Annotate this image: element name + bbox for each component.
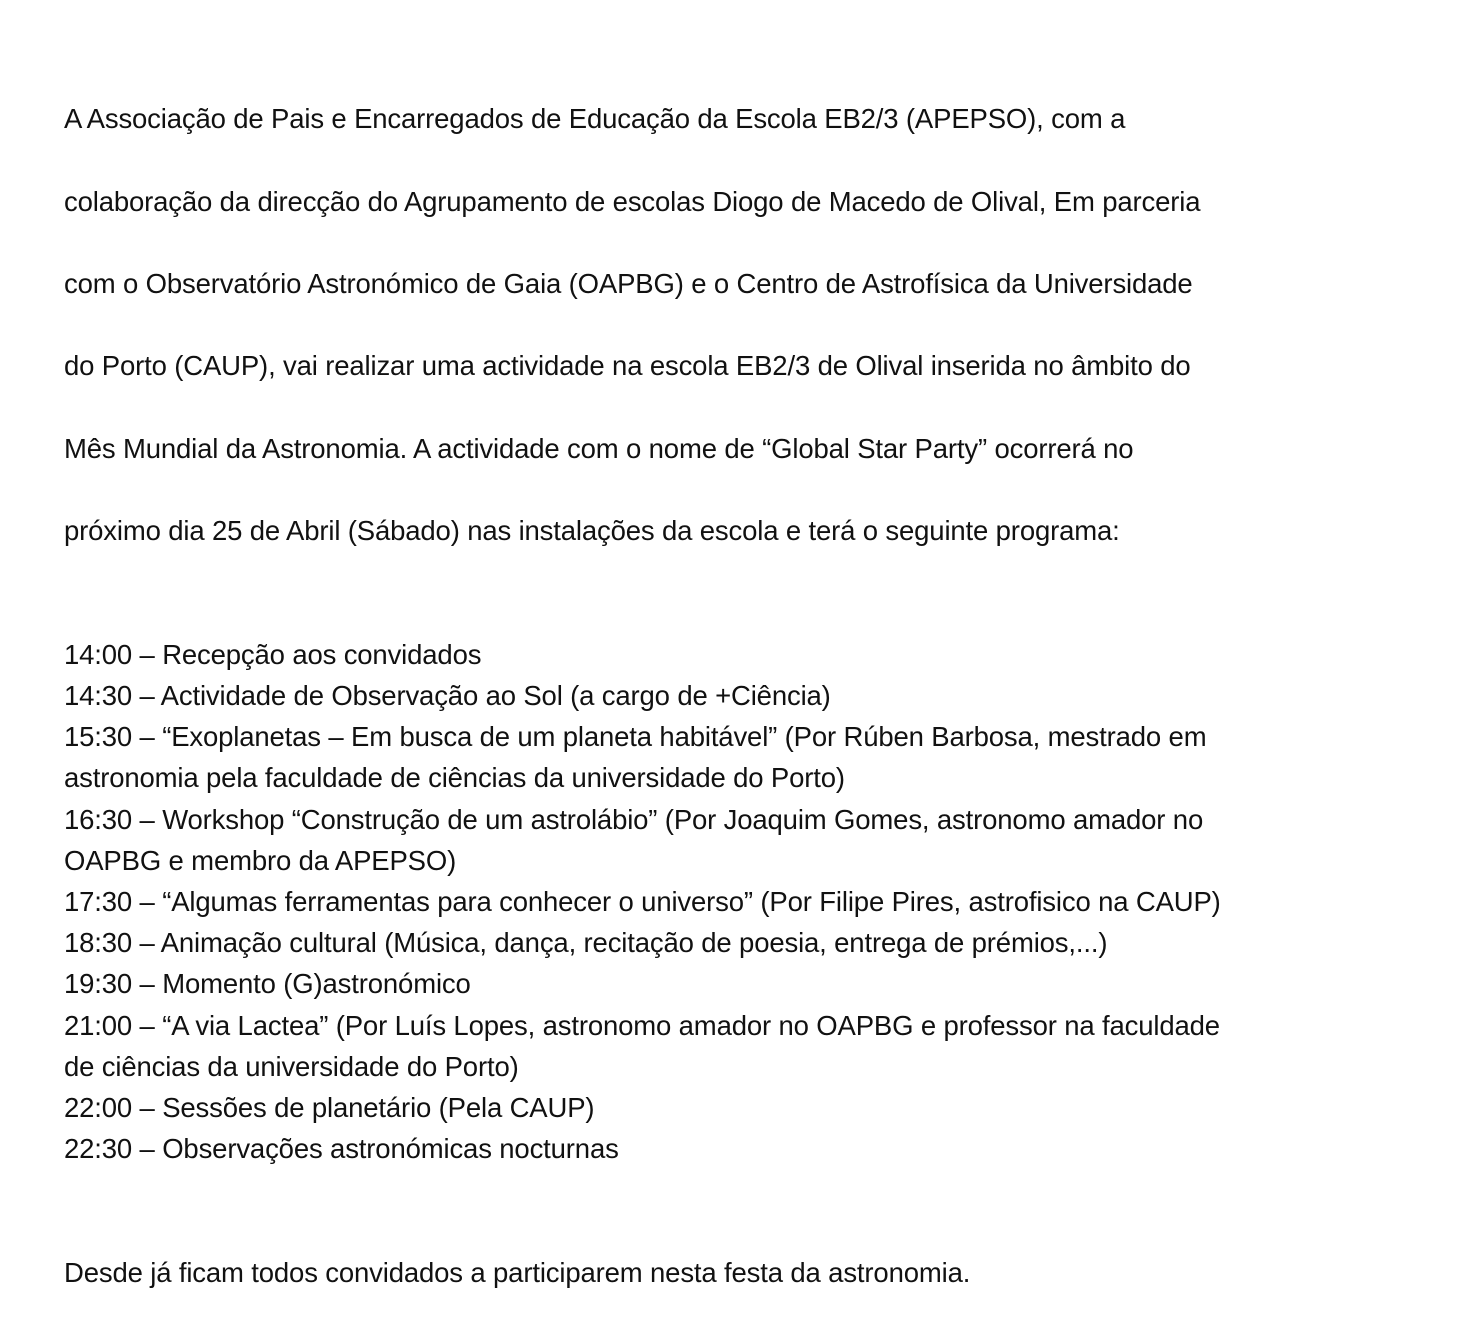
program-item (64, 1087, 1394, 1128)
program-item-line: 15:30 – “Exoplanetas – Em busca de um planeta habitável” (Por Rúben Barbosa, mestrado em (64, 721, 1207, 753)
program-item-line: 16:30 – Workshop “Construção de um astrolábio” (Por Joaquim Gomes, astronomo amador no (64, 803, 1204, 835)
intro-line: colaboração da direcção do Agrupamento de escolas Diogo de Macedo de Olival, Em parceria (64, 185, 1201, 217)
program-item-line: 19:30 – Momento (G)astronómico (64, 968, 471, 1000)
program-item-line: OAPBG e membro da APEPSO) (64, 844, 457, 876)
program-item-line: 14:00 – Recepção aos convidados (64, 638, 482, 670)
program-item (64, 1128, 1394, 1169)
program-item (64, 881, 1394, 922)
intro-line: Mês Mundial da Astronomia. A actividade com o nome de “Global Star Party” ocorrerá no (64, 432, 1134, 464)
program-item (64, 799, 1394, 881)
program-item-line: 22:30 – Observações astronómicas nocturnas (64, 1133, 619, 1165)
closing-paragraph (64, 1211, 1394, 1334)
program-item (64, 634, 1394, 675)
program-item-line: 22:00 – Sessões de planetário (Pela CAUP) (64, 1092, 595, 1124)
program-item (64, 716, 1394, 798)
program-item-line: 18:30 – Animação cultural (Música, dança, recitação de poesia, entrega de prémios,...) (64, 927, 1108, 959)
program-item-line: astronomia pela faculdade de ciências da universidade do Porto) (64, 762, 845, 794)
document-page (64, 57, 1394, 1334)
intro-line: A Associação de Pais e Encarregados de Educação da Escola EB2/3 (APEPSO), com a (64, 103, 1126, 135)
closing-line: Desde já ficam todos convidados a participarem nesta festa da astronomia. (64, 1256, 971, 1288)
intro-line: com o Observatório Astronómico de Gaia (OAPBG) e o Centro de Astrofísica da Universidade (64, 268, 1193, 300)
program-item-line: 14:30 – Actividade de Observação ao Sol (a cargo de +Ciência) (64, 680, 831, 712)
program-schedule (64, 634, 1394, 1170)
program-item-line: de ciências da universidade do Porto) (64, 1050, 519, 1082)
program-item (64, 1005, 1394, 1087)
program-item (64, 675, 1394, 716)
program-item (64, 963, 1394, 1004)
program-item-line: 21:00 – “A via Lactea” (Por Luís Lopes, astronomo amador no OAPBG e professor na faculdade (64, 1009, 1220, 1041)
intro-line: próximo dia 25 de Abril (Sábado) nas instalações da escola e terá o seguinte programa: (64, 515, 1120, 547)
intro-line: do Porto (CAUP), vai realizar uma actividade na escola EB2/3 de Olival inserida no âmbito do (64, 350, 1191, 382)
program-item (64, 922, 1394, 963)
intro-paragraph (64, 57, 1394, 593)
program-item-line: 17:30 – “Algumas ferramentas para conhecer o universo” (Por Filipe Pires, astrofisico na CAUP) (64, 886, 1221, 918)
